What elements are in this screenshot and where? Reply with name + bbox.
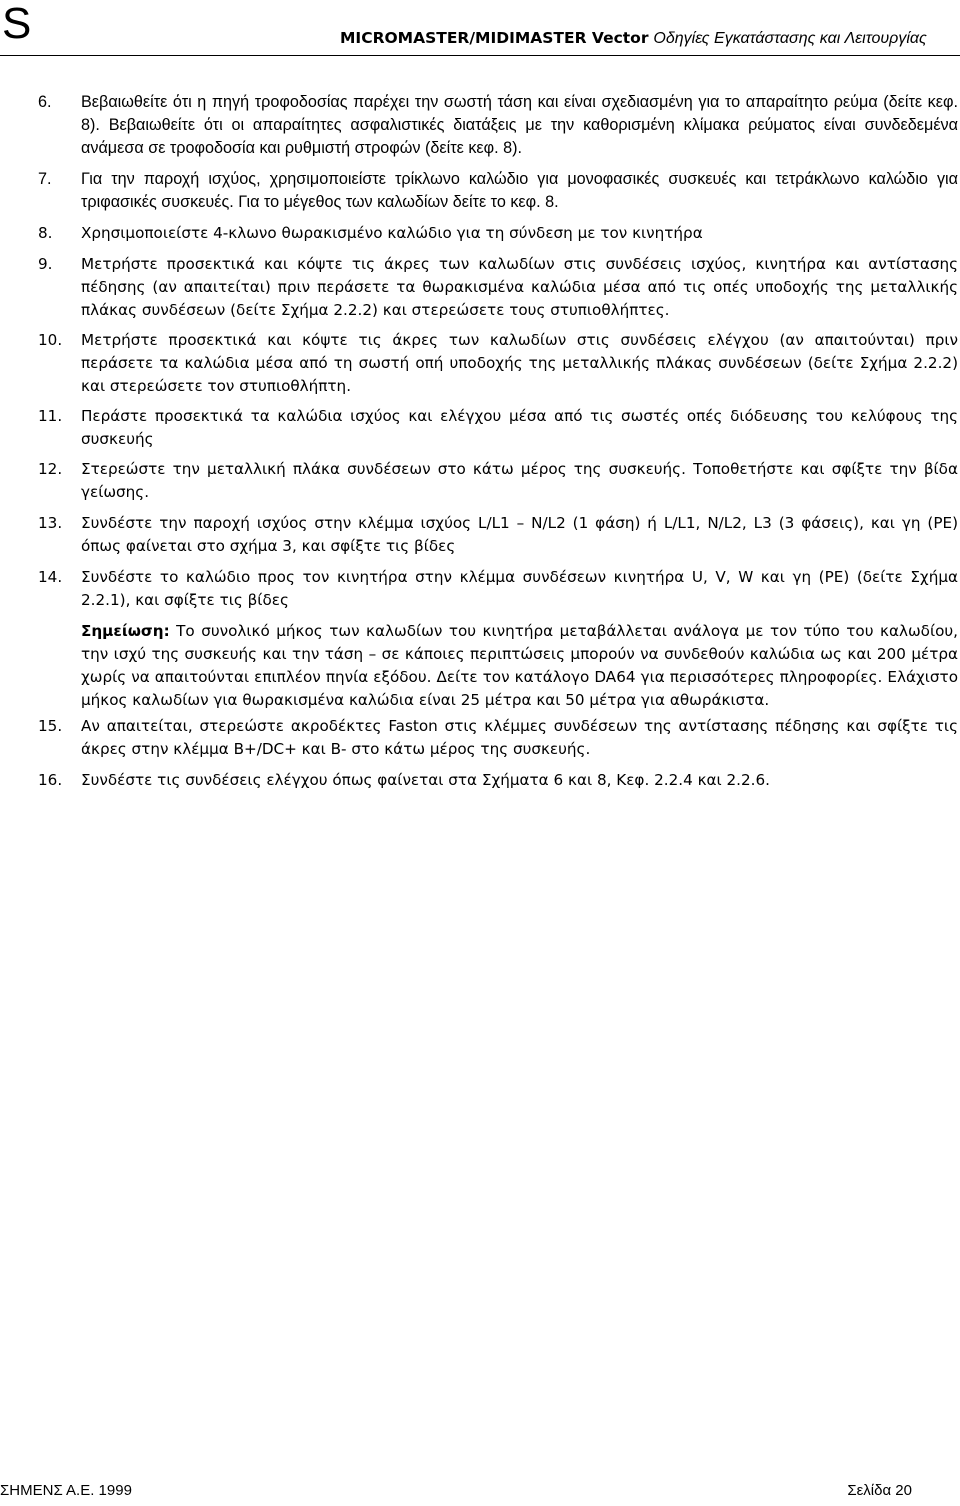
header-divider: [0, 55, 960, 56]
item-text: Στερεώστε την μεταλλική πλάκα συνδέσεων στο κάτω μέρος της συσκευής. Τοποθετήστε και σφίξτε την βίδα γείωσης.: [81, 460, 958, 501]
item-text: Αν απαιτείται, στερεώστε ακροδέκτες Faston στις κλέμμες συνδέσεων της αντίστασης πέδησης και σφίξτε τις άκρες στην κλέμμα B+/DC+ και B- στο κάτω μέρος της συσκευής.: [81, 717, 958, 758]
item-number: 15.: [38, 717, 63, 735]
list-item: [38, 458, 958, 504]
item-number: 10.: [38, 331, 63, 349]
siemens-logo: S: [2, 0, 32, 48]
item-text: Συνδέστε το καλώδιο προς τον κινητήρα στην κλέμμα συνδέσεων κινητήρα U, V, W και γη (PE) (δείτε Σχήμα 2.2.1), και σφίξτε τις βίδες: [81, 568, 958, 609]
list-item: [38, 769, 958, 792]
item-text: Για την παροχή ισχύος, χρησιμοποιείστε τρίκλωνο καλώδιο για μονοφασικές συσκευές και τετράκλωνο καλώδιο για τριφασικές συσκευές. Για το μέγεθος των καλωδίων δείτε το κεφ. 8.: [81, 170, 958, 211]
list-item: [38, 222, 958, 245]
list-item: [38, 91, 958, 160]
item-text: Μετρήστε προσεκτικά και κόψτε τις άκρες των καλωδίων στις συνδέσεις ελέγχου (αν απαιτούνται) πριν περάσετε τα καλώδια μέσα από τη σωστή οπή υποδοχής της μεταλλικής πλάκας συνδέσεων (δείτε Σχήμα 2.2.2) και στερεώσετε τον στυπιοθλήπτη.: [81, 331, 958, 395]
item-number: 8.: [38, 224, 53, 242]
note-text: Το συνολικό μήκος των καλωδίων του κινητήρα μεταβάλλεται ανάλογα με τον τύπο του καλωδίου, την ισχύ της συσκευής και την τάση – σε κάποιες περιπτώσεις μπορούν να συνδεθούν καλώδια ως και 200 μέτρα χωρίς να απαιτούνται επιπλέον πηνία εξόδου. Δείτε τον κατάλογο DA64 για περισσότερες πληροφορίες. Ελάχιστο μήκος καλωδίων για θωρακισμένα καλώδια είναι 25 μέτρα και 50 μέτρα για αθωράκιστα.: [81, 622, 958, 709]
list-item: [38, 566, 958, 612]
product-name: MICROMASTER/MIDIMASTER Vector: [340, 29, 649, 47]
manual-title: Οδηγίες Εγκατάστασης και Λειτουργίας: [653, 30, 927, 47]
note-label: Σημείωση:: [81, 622, 170, 640]
list-item: [38, 715, 958, 761]
list-item: [38, 329, 958, 398]
list-item: [38, 405, 958, 451]
item-number: 11.: [38, 407, 63, 425]
item-text: Χρησιμοποιείστε 4-κλωνο θωρακισμένο καλώδιο για τη σύνδεση με τον κινητήρα: [81, 224, 703, 242]
item-number: 16.: [38, 771, 63, 789]
item-number: 7.: [38, 170, 52, 188]
note-paragraph: [81, 620, 958, 712]
list-item: [38, 512, 958, 558]
item-text: Συνδέστε την παροχή ισχύος στην κλέμμα ισχύος L/L1 – N/L2 (1 φάση) ή L/L1, N/L2, L3 (3 φάσεις), και γη (PE) όπως φαίνεται στο σχήμα 3, και σφίξτε τις βίδες: [81, 514, 958, 555]
item-number: 13.: [38, 514, 63, 532]
footer-company: ΣΗΜΕΝΣ Α.Ε. 1999: [0, 1482, 132, 1499]
footer-page-number: Σελίδα 20: [847, 1482, 912, 1499]
item-text: Βεβαιωθείτε ότι η πηγή τροφοδοσίας παρέχει την σωστή τάση και είναι σχεδιασμένη για το απαραίτητο ρεύμα (δείτε κεφ. 8). Βεβαιωθείτε ότι οι απαραίτητες ασφαλιστικές διατάξεις με την καθορισμένη κλίμακα ρεύματος είναι συνδεδεμένα ανάμεσα σε τροφοδοσία και ρυθμιστή στροφών (δείτε κεφ. 8).: [81, 93, 958, 157]
list-item: [38, 168, 958, 214]
item-number: 12.: [38, 460, 63, 478]
item-number: 6.: [38, 93, 52, 111]
item-number: 9.: [38, 255, 53, 273]
item-text: Συνδέστε τις συνδέσεις ελέγχου όπως φαίνεται στα Σχήματα 6 και 8, Κεφ. 2.2.4 και 2.2.6.: [81, 771, 770, 789]
header-title: [340, 27, 927, 50]
list-item: [38, 253, 958, 322]
item-number: 14.: [38, 568, 63, 586]
item-text: Περάστε προσεκτικά τα καλώδια ισχύος και ελέγχου μέσα από τις σωστές οπές διόδευσης του κελύφους της συσκευής: [81, 407, 958, 448]
item-text: Μετρήστε προσεκτικά και κόψτε τις άκρες των καλωδίων στις συνδέσεις ισχύος, κινητήρα και αντίστασης πέδησης (αν απαιτείται) πριν περάσετε τα θωρακισμένα καλώδια μέσα από τις οπές υποδοχής της μεταλλικής πλάκας συνδέσεων (δείτε Σχήμα 2.2.2) και στερεώσετε τους στυπιοθλήπτες.: [81, 255, 958, 319]
